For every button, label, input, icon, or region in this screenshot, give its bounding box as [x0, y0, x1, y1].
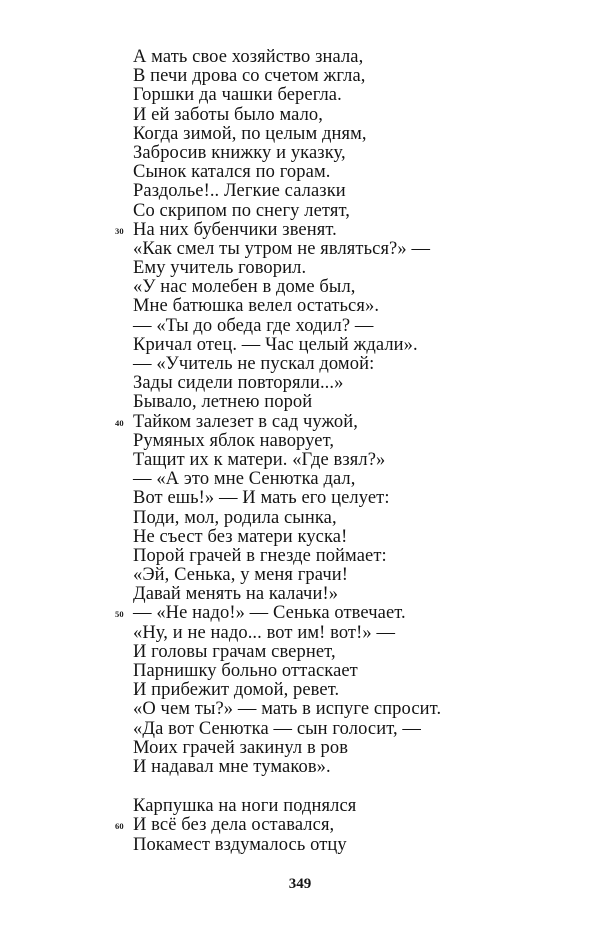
poem-line: [133, 125, 573, 144]
line-number: 50: [115, 609, 124, 620]
poem-line-text: Порой грачей в гнезде поймает:: [133, 545, 387, 566]
poem-line: [115, 411, 573, 432]
poem-line: [133, 202, 573, 221]
poem-line: [133, 106, 573, 125]
poem-line-text: Кричал отец. — Час целый ждали».: [133, 334, 418, 355]
poem-line: [133, 67, 573, 86]
poem-line-text: Мне батюшка велел остаться».: [133, 296, 380, 317]
poem-line: [115, 219, 573, 240]
poem-line-text: На них бубенчики звенят.: [133, 219, 337, 240]
poem-line: [133, 432, 573, 451]
poem-line: [133, 336, 573, 355]
poem-line: [133, 509, 573, 528]
poem-line: [133, 528, 573, 547]
poem-line: [133, 393, 573, 412]
poem-line-text: Со скрипом по снегу летят,: [133, 200, 350, 221]
poem-line-text: Не съест без матери куска!: [133, 526, 348, 547]
line-number: 40: [115, 417, 124, 428]
poem-line: [133, 585, 573, 604]
line-number: 60: [115, 821, 124, 832]
poem-line-text: Раздолье!.. Легкие салазки: [133, 181, 346, 202]
page-number: 349: [288, 876, 312, 892]
poem-line-text: «О чем ты?» — мать в испуге спросит.: [133, 699, 442, 720]
poem-line: [133, 489, 573, 508]
poem-line-text: И прибежит домой, ревет.: [133, 680, 340, 701]
poem-line: [133, 470, 573, 489]
poem-line-text: Зады сидели повторяли...»: [133, 373, 344, 394]
poem-line: [133, 451, 573, 470]
poem-line-text: Когда зимой, по целым дням,: [133, 123, 367, 144]
poem-line: [133, 836, 573, 855]
poem-text: [115, 47, 573, 855]
poem-line: [133, 700, 573, 719]
poem-line-text: Вот ешь!» — И мать его целует:: [133, 488, 390, 509]
poem-line: [133, 739, 573, 758]
poem-line: [133, 681, 573, 700]
poem-line-text: Парнишку больно оттаскает: [133, 661, 358, 681]
poem-line: [133, 662, 573, 681]
poem-line-text: «Эй, Сенька, у меня грачи!: [133, 565, 348, 586]
poem-line: [133, 547, 573, 566]
poem-line: [133, 374, 573, 393]
poem-line-text: Сынок катался по горам.: [133, 162, 331, 183]
poem-line-text: Карпушка на ноги поднялся: [133, 796, 357, 817]
poem-line: [133, 297, 573, 316]
poem-line: [133, 797, 573, 816]
poem-line-text: «Да вот Сенютка — сын голосит, —: [133, 718, 422, 739]
poem-line-text: Румяных яблок наворует,: [133, 430, 335, 451]
poem-line-text: Забросив книжку и указку,: [133, 142, 346, 163]
poem-line: [133, 317, 573, 336]
poem-line: [133, 240, 573, 259]
poem-line-text: Горшки да чашки берегла.: [133, 85, 342, 106]
poem-line-text: Тащит их к матери. «Где взял?»: [133, 449, 386, 470]
poem-line-text: И надавал мне тумаков».: [133, 756, 331, 777]
poem-line: [133, 624, 573, 643]
poem-line: [133, 278, 573, 297]
poem-line: [133, 182, 573, 201]
poem-line: [133, 259, 573, 278]
poem-line: [133, 355, 573, 374]
poem-line-text: — «Ты до обеда где ходил? —: [133, 315, 374, 336]
poem-line: [133, 48, 573, 67]
poem-line-text: Бывало, летнею порой: [133, 392, 313, 413]
poem-line: [133, 163, 573, 182]
poem-line: [133, 144, 573, 163]
poem-line-text: Тайком залезет в сад чужой,: [133, 411, 358, 432]
poem-line: [133, 720, 573, 739]
poem-line: [133, 566, 573, 585]
poem-line: [115, 603, 573, 624]
poem-line-text: «У нас молебен в доме был,: [133, 277, 356, 298]
poem-line-text: А мать свое хозяйство знала,: [133, 47, 364, 67]
poem-line-text: Давай менять на калачи!»: [133, 584, 339, 605]
poem-line-text: Поди, мол, родила сынка,: [133, 507, 337, 528]
poem-line-text: И всё без дела оставался,: [133, 815, 335, 836]
poem-line: [133, 643, 573, 662]
poem-line-text: В печи дрова со счетом жгла,: [133, 66, 366, 87]
poem-line-text: «Как смел ты утром не являться?» —: [133, 238, 431, 259]
poem-line-text: Покамест вздумалось отцу: [133, 834, 347, 855]
poem-line: [115, 815, 573, 836]
line-number: 30: [115, 225, 124, 236]
poem-line-text: Ему учитель говорил.: [133, 258, 307, 279]
poem-line-text: И головы грачам свернет,: [133, 641, 336, 662]
poem-line-text: — «Учитель не пускал домой:: [133, 354, 375, 374]
poem-line: [133, 758, 573, 777]
poem-line-text: И ей заботы было мало,: [133, 104, 324, 125]
poem-line-text: «Ну, и не надо... вот им! вот!» —: [133, 622, 396, 643]
poem-line-text: Моих грачей закинул в ров: [133, 737, 349, 758]
poem-line-text: — «Не надо!» — Сенька отвечает.: [133, 603, 406, 624]
poem-line: [133, 86, 573, 105]
poem-line-text: — «А это мне Сенютка дал,: [133, 469, 356, 490]
